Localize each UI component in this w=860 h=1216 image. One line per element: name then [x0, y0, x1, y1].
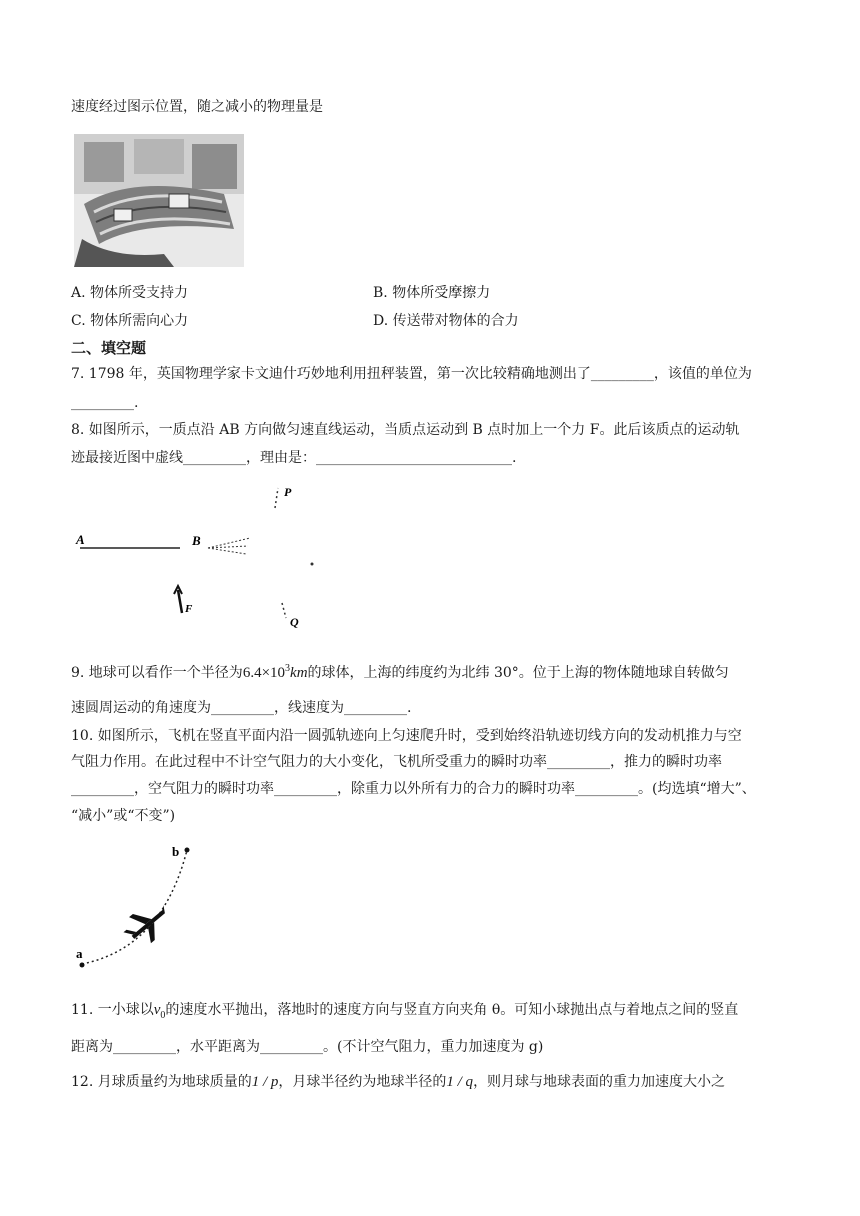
q11-line-1-end: 的速度水平抛出，落地时的速度方向与竖直方向夹角 θ。可知小球抛出点与着地点之间的竖直 — [165, 1002, 739, 1018]
q6-option-b: B. 物体所受摩擦力 — [373, 285, 491, 301]
label-b: b — [172, 844, 180, 859]
q8-line-1: 8. 如图所示，一质点沿 AB 方向做匀速直线运动，当质点运动到 B 点时加上一个力 F。此后该质点的运动轨 — [71, 422, 740, 438]
q8-line-2: 迹最接近图中虚线_________，理由是：____________________________. — [71, 450, 517, 466]
label-a: a — [76, 946, 83, 961]
q11-line-1 — [71, 1000, 738, 1026]
label-b: B — [192, 533, 201, 548]
airplane-icon — [118, 895, 177, 952]
q12-line-1-start: 12. 月球质量约为地球质量的 — [71, 1074, 252, 1090]
dashed-path-q — [282, 603, 286, 618]
q11-line-1-start: 11. 一小球以 — [71, 1002, 154, 1018]
q6-option-a: A. 物体所受支持力 — [71, 285, 189, 301]
arc-trajectory — [82, 850, 187, 964]
q10-airplane-diagram — [72, 838, 212, 978]
q12-radius-ratio: 1 / q — [446, 1074, 474, 1090]
q9-line-2: 速圆周运动的角速度为_________，线速度为_________. — [71, 700, 412, 716]
q9-line-1-end: 的球体，上海的纬度约为北纬 30°。位于上海的物体随地球自转做匀 — [307, 665, 729, 681]
label-q: Q — [290, 615, 299, 629]
q9-radius-coefficient: 6.4×10 — [242, 665, 286, 681]
section-title: 二、填空题 — [71, 339, 147, 357]
q12-mass-ratio: 1 / p — [251, 1074, 279, 1090]
q7-line-1: 7. 1798 年，英国物理学家卡文迪什巧妙地利用扭秤装置，第一次比较精确地测出了_________，该值的单位为 — [71, 366, 752, 382]
q11-v-symbol: v — [153, 1002, 161, 1018]
q12-line-1-end: ，则月球与地球表面的重力加速度大小之 — [473, 1074, 726, 1090]
point-b — [185, 848, 190, 853]
q12-line-1 — [71, 1072, 725, 1092]
q6-option-d: D. 传送带对物体的合力 — [373, 313, 519, 329]
q6-question-tail: 速度经过图示位置，随之减小的物理量是 — [71, 99, 323, 115]
q9-line-1-start: 9. 地球可以看作一个半径为 — [71, 665, 243, 681]
q10-line-2: 气阻力作用。在此过程中不计空气阻力的大小变化，飞机所受重力的瞬时功率_________，推力的瞬时功率 — [71, 754, 722, 770]
dot-mark — [311, 563, 314, 566]
q12-line-1-middle: ，月球半径约为地球半径的 — [278, 1074, 447, 1090]
q7-line-2: _________. — [71, 395, 139, 411]
q10-line-3: _________，空气阻力的瞬时功率_________，除重力以外所有力的合力的瞬时功率_________。(均选填“增大”、 — [71, 781, 756, 797]
label-f: F — [185, 603, 193, 615]
q9-radius-value — [243, 665, 308, 681]
q10-line-1: 10. 如图所示，飞机在竖直平面内沿一圆弧轨迹向上匀速爬升时，受到始终沿轨迹切线方向的发动机推力与空 — [71, 728, 742, 744]
q11-line-2: 距离为_________，水平距离为_________。(不计空气阻力，重力加速度为 g) — [71, 1039, 544, 1055]
q9-radius-exponent: 3 — [285, 663, 291, 674]
dashed-path-p — [275, 488, 278, 508]
q11-initial-speed — [153, 1002, 166, 1021]
dashed-path-2 — [208, 546, 248, 548]
q9-line-1 — [71, 659, 729, 683]
point-a — [80, 963, 85, 968]
dashed-path-3 — [208, 548, 246, 554]
conveyor-photo — [74, 134, 244, 267]
label-p: P — [284, 485, 292, 499]
q6-option-c: C. 物体所需向心力 — [71, 313, 189, 329]
q10-line-4: “减小”或“不变”) — [71, 808, 176, 824]
q8-trajectory-diagram — [70, 478, 330, 638]
q11-v-subscript: 0 — [160, 1010, 166, 1021]
q9-radius-unit: km — [290, 665, 308, 681]
label-a: A — [76, 532, 85, 547]
